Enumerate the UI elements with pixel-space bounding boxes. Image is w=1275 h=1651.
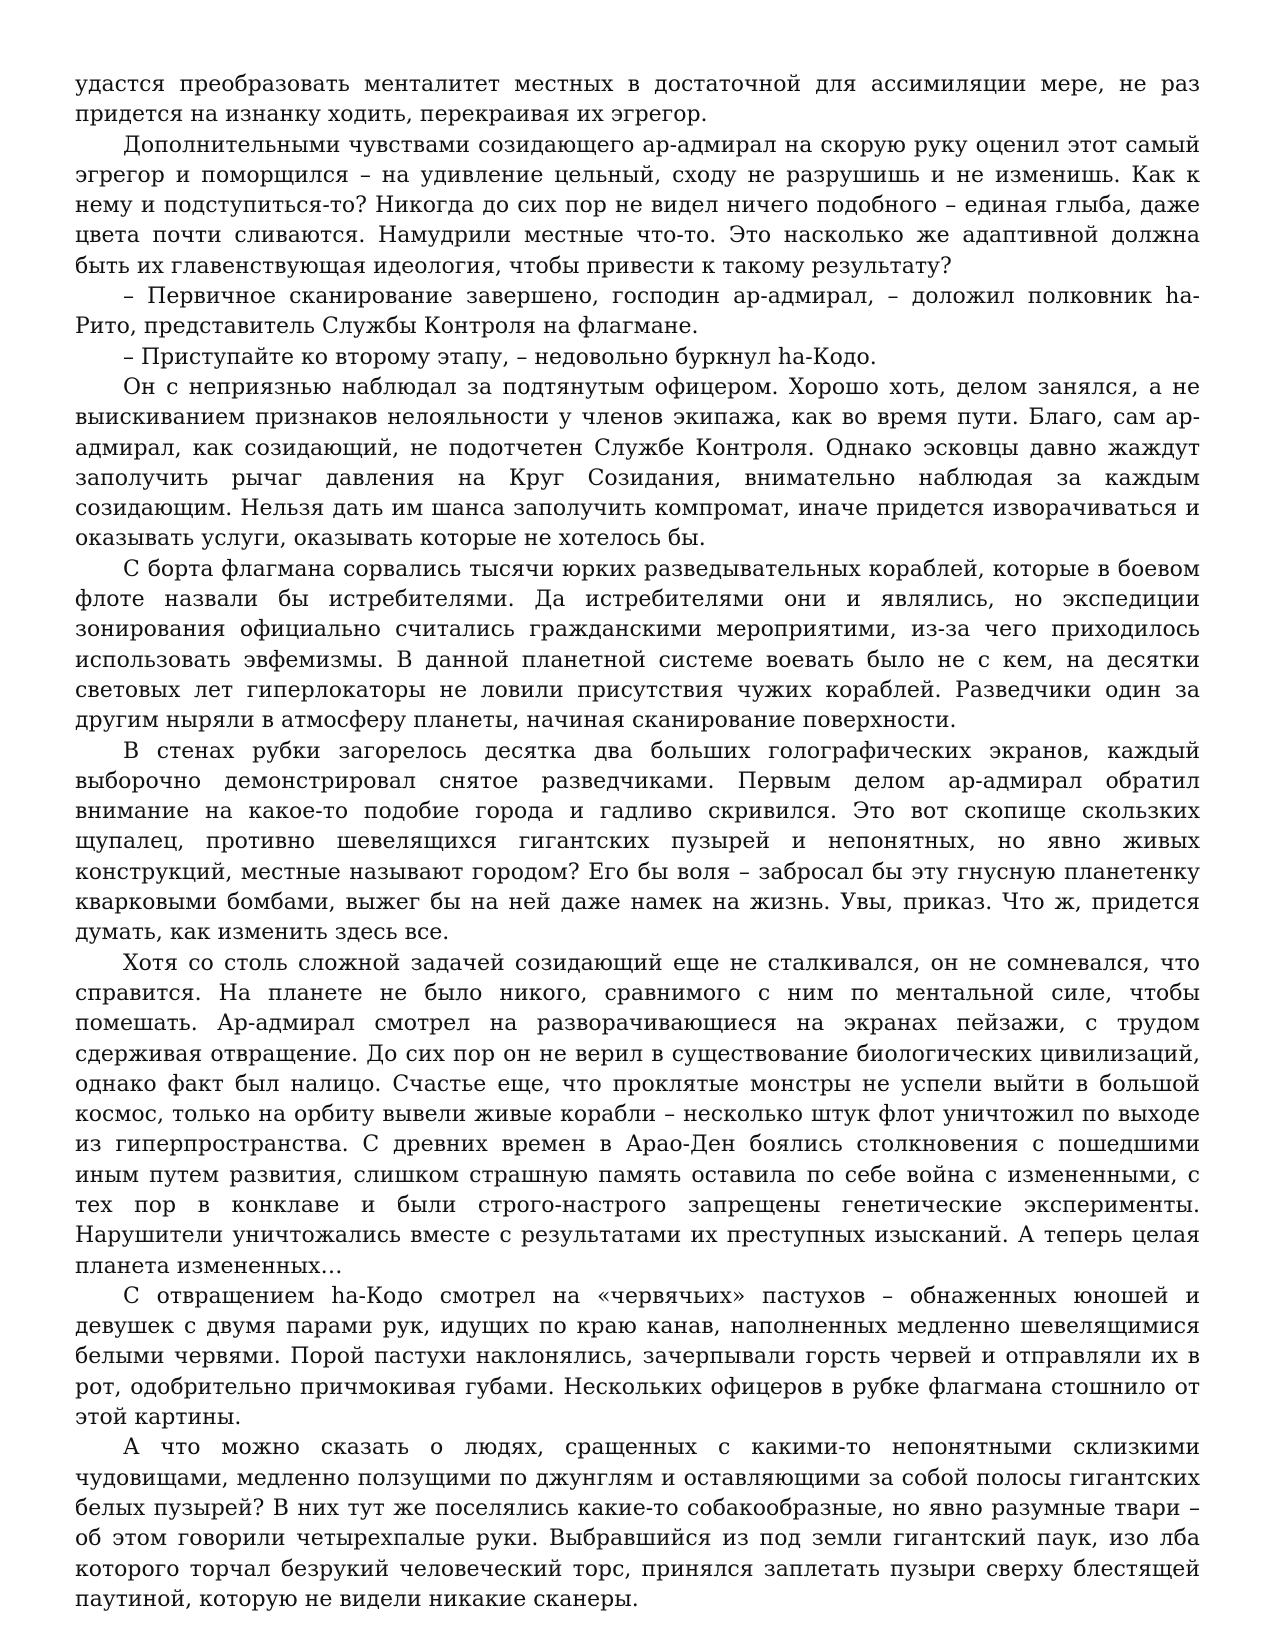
paragraph-10: А что можно сказать о людях, сращенных с какими-то непонятными склизкими чудовищами, медленно ползущими по джунглям и оставляющими за собой полосы гигантских белых пузырей? В них тут же поселялись какие-то собакообразные, но явно разумные твари – об этом говорили четырехпалые руки. Выбравшийся из под земли гигантский паук, изо лба которого торчал безрукий человеческий торс, принялся заплетать пузыри сверху блестящей паутиной, которую не видели никакие сканеры. [75,1435,1200,1612]
paragraph-1: удастся преобразовать менталитет местных в достаточной для ассимиляции мере, не раз придется на изнанку ходить, перекраивая их эгрегор. [75,72,1200,128]
paragraph-5: Он с неприязнью наблюдал за подтянутым офицером. Хорошо хоть, делом занялся, а не выискиванием признаков нелояльности у членов экипажа, как во время пути. Благо, сам ар-адмирал, как созидающий, не подотчетен Службе Контроля. Однако эсковцы давно жаждут заполучить рычаг давления на Круг Созидания, внимательно наблюдая за каждым созидающим. Нельзя дать им шанса заполучить компромат, иначе придется изворачиваться и оказывать услуги, оказывать которые не хотелось бы. [75,374,1200,552]
paragraph-8: Хотя со столь сложной задачей созидающий еще не сталкивался, он не сомневался, что справится. На планете не было никого, сравнимого с ним по ментальной силе, чтобы помешать. Ар-адмирал смотрел на разворачивающиеся на экранах пейзажи, с трудом сдерживая отвращение. До сих пор он не верил в существование биологических цивилизаций, однако факт был налицо. Счастье еще, что проклятые монстры не успели выйти в большой космос, только на орбиту вывели живые корабли – несколько штук флот уничтожил по выходе из гиперпространства. С древних времен в Арао-Ден боялись столкновения с пошедшими иным путем развития, слишком страшную память оставила по себе война с измененными, с тех пор в конклаве и были строго-настрого запрещены генетические эксперименты. Нарушители уничтожались вместе с результатами их преступных изысканий. А теперь целая планета измененных… [75,950,1200,1279]
paragraph-3: – Первичное сканирование завершено, господин ар-адмирал, – доложил полковник ha-Рито, представитель Службы Контроля на флагмане. [75,284,1200,340]
paragraph-7: В стенах рубки загорелось десятка два больших голографических экранов, каждый выборочно демонстрировал снятое разведчиками. Первым делом ар-адмирал обратил внимание на какое-то подобие города и гадливо скривился. Это вот скопище скользких щупалец, противно шевелящихся гигантских пузырей и непонятных, но явно живых конструкций, местные называют городом? Его бы воля – забросал бы эту гнусную планетенку кварковыми бомбами, выжег бы на ней даже намек на жизнь. Увы, приказ. Что ж, придется думать, как изменить здесь все. [75,738,1200,946]
paragraph-4: – Приступайте ко второму этапу, – недовольно буркнул ha-Кодо. [123,344,877,370]
page-body [75,70,1200,1615]
paragraph-9: С отвращением ha-Кодо смотрел на «червячьих» пастухов – обнаженных юношей и девушек с двумя парами рук, идущих по краю канав, наполненных медленно шевелящимися белыми червями. Порой пастухи наклонялись, зачерпывали горсть червей и отправляли их в рот, одобрительно причмокивая губами. Нескольких офицеров в рубке флагмана стошнило от этой картины. [75,1283,1200,1431]
paragraph-2: Дополнительными чувствами созидающего ар-адмирал на скорую руку оценил этот самый эгрегор и поморщился – на удивление цельный, сходу не разрушишь и не изменишь. Как к нему и подступиться-то? Никогда до сих пор не видел ничего подобного – единая глыба, даже цвета почти сливаются. Намудрили местные что-то. Это насколько же адаптивной должна быть их главенствующая идеология, чтобы привести к такому результату? [75,132,1200,279]
paragraph-6: С борта флагмана сорвались тысячи юрких разведывательных кораблей, которые в боевом флоте назвали бы истребителями. Да истребителями они и являлись, но экспедиции зонирования официально считались гражданскими мероприятими, из-за чего приходилось использовать эвфемизмы. В данной планетной системе воевать было не с кем, на десятки световых лет гиперлокаторы не ловили присутствия чужих кораблей. Разведчики один за другим ныряли в атмосферу планеты, начиная сканирование поверхности. [75,556,1200,734]
